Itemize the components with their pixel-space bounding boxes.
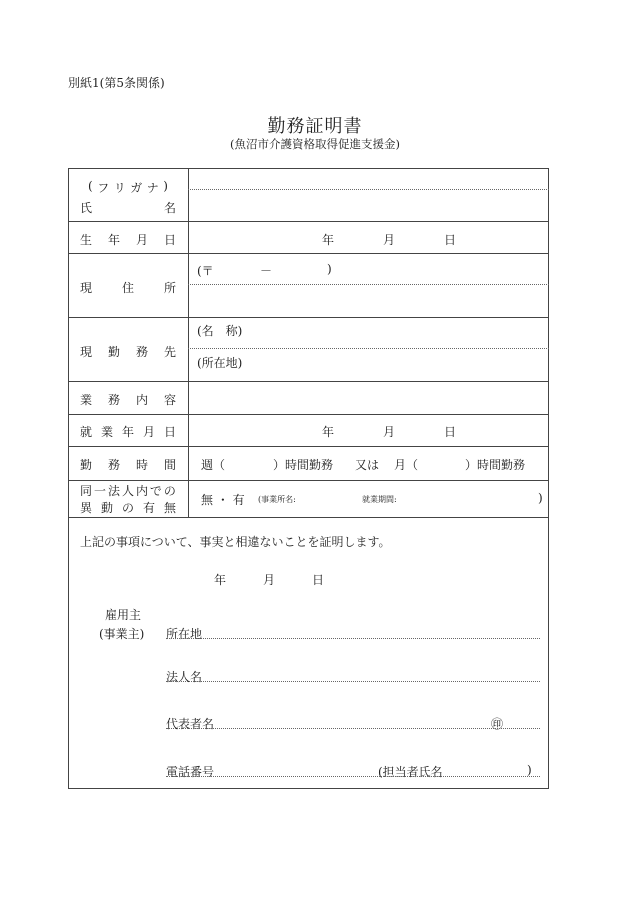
representative-line	[166, 728, 540, 729]
row-divider	[68, 221, 549, 222]
monthly-hours-field[interactable]	[422, 450, 462, 474]
hours-or: 又は	[355, 458, 380, 472]
furigana-divider	[188, 189, 549, 190]
cert-day-unit: 日	[312, 573, 325, 587]
location-label: 所在地	[166, 627, 203, 641]
transfer-label-line1: 同 一 法 人 内 で の	[80, 484, 176, 498]
transfer-options[interactable]: 無 ・ 有	[201, 493, 245, 507]
transfer-period-label: 就業期間:	[362, 495, 397, 504]
label-column-divider	[188, 168, 189, 517]
transfer-site-label: (事業所名:	[258, 495, 296, 504]
corporation-name-field[interactable]	[205, 663, 540, 681]
workplace-location-field[interactable]	[255, 351, 545, 379]
row-divider	[68, 446, 549, 447]
postal-open: (〒	[197, 264, 214, 278]
corporation-label: 法人名	[166, 670, 203, 684]
corporation-line	[166, 681, 540, 682]
weekly-hours-field[interactable]	[230, 450, 270, 474]
contact-person-label: (担当者氏名	[378, 765, 443, 779]
form-subtitle: (魚沼市介護資格取得促進支援金)	[230, 137, 400, 151]
name-field[interactable]	[190, 191, 547, 219]
row-divider	[68, 317, 549, 318]
phone-line	[166, 776, 540, 777]
address-label: 現 住 所	[80, 281, 176, 295]
employment-date-field[interactable]	[190, 416, 547, 444]
employment-month-unit: 月	[383, 425, 396, 439]
hours-week-unit: ）時間勤務	[273, 458, 334, 472]
contact-person-close: )	[527, 763, 532, 777]
birth-year-unit: 年	[322, 233, 335, 247]
workplace-label: 現 勤 務 先	[80, 345, 176, 359]
row-divider	[68, 517, 549, 518]
duties-field[interactable]	[190, 384, 547, 412]
certification-statement: 上記の事項について、事実と相違ないことを証明します。	[80, 535, 391, 549]
furigana-field[interactable]	[190, 170, 547, 188]
cert-year-unit: 年	[214, 573, 227, 587]
certification-date-field[interactable]	[180, 566, 330, 588]
employment-year-unit: 年	[322, 425, 335, 439]
workplace-divider	[188, 348, 549, 349]
transfer-close: )	[538, 491, 543, 505]
postal-close: )	[327, 262, 332, 276]
employment-day-unit: 日	[444, 425, 457, 439]
birthdate-label: 生 年 月 日	[80, 233, 176, 247]
form-title: 勤務証明書	[267, 116, 363, 137]
employment-date-label: 就 業 年 月 日	[80, 425, 176, 439]
birthdate-field[interactable]	[190, 223, 547, 251]
cert-month-unit: 月	[263, 573, 276, 587]
address-field[interactable]	[190, 287, 547, 315]
phone-label: 電話番号	[166, 765, 215, 779]
employer-location-field[interactable]	[205, 620, 540, 638]
row-divider	[68, 480, 549, 481]
working-hours-label: 勤 務 時 間	[80, 458, 176, 472]
hours-month-unit: ）時間勤務	[465, 458, 526, 472]
row-divider	[68, 414, 549, 415]
location-line	[166, 638, 540, 639]
row-divider	[68, 253, 549, 254]
birth-day-unit: 日	[444, 233, 457, 247]
seal-mark: ㊞	[491, 717, 504, 731]
name-label: 氏 名	[80, 201, 176, 215]
furigana-label: ( フ リ ガ ナ )	[88, 179, 168, 195]
birth-month-unit: 月	[383, 233, 396, 247]
duties-label: 業 務 内 容	[80, 393, 176, 407]
workplace-name-field[interactable]	[255, 320, 545, 346]
transfer-period-field[interactable]	[400, 486, 530, 510]
hours-week-prefix: 週（	[201, 458, 226, 472]
address-divider	[188, 284, 549, 285]
employer-sub-label: (事業主)	[99, 627, 145, 641]
row-divider	[68, 381, 549, 382]
employer-label: 雇用主	[105, 608, 142, 622]
postal-dash: －	[260, 264, 273, 278]
contact-person-field[interactable]	[448, 758, 526, 776]
hours-month-prefix: 月（	[394, 458, 419, 472]
transfer-label-line2: 異 動 の 有 無	[80, 501, 176, 515]
form-reference: 別紙1(第5条関係)	[68, 76, 165, 90]
representative-name-field[interactable]	[218, 710, 488, 728]
phone-number-field[interactable]	[218, 758, 373, 776]
workplace-name-label: (名 称)	[197, 324, 243, 338]
postal-code-field[interactable]	[220, 258, 320, 280]
representative-label: 代表者名	[166, 717, 215, 731]
transfer-site-field[interactable]	[305, 486, 360, 510]
workplace-location-label: (所在地)	[197, 356, 243, 370]
